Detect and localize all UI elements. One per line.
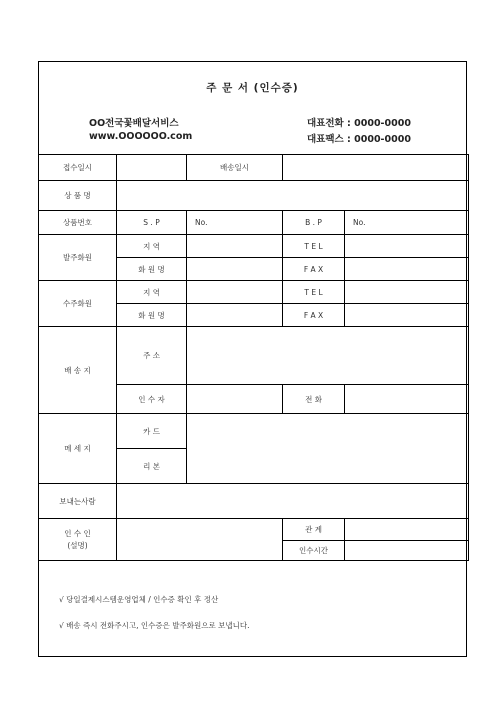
receiver-sign-value[interactable] <box>117 519 283 561</box>
receiving-region-value[interactable] <box>187 281 283 304</box>
ordering-tel-value[interactable] <box>345 235 469 258</box>
ordering-region-label: 지 역 <box>117 235 187 258</box>
receiver-sign-label: 인 수 인 <box>64 528 91 538</box>
received-date-label: 접수일시 <box>39 155 117 181</box>
ribbon-label: 리 본 <box>117 449 187 484</box>
ordering-name-value[interactable] <box>187 258 283 281</box>
company-fax: 대표팩스 : 0000-0000 <box>307 134 411 145</box>
product-name-label: 상 품 명 <box>39 181 117 211</box>
row-card <box>39 414 469 449</box>
relationship-value[interactable] <box>345 519 469 541</box>
company-phone: 대표전화 : 0000-0000 <box>307 118 411 129</box>
document-title: 주 문 서 (인수증) <box>206 82 299 94</box>
receiving-region-label: 지 역 <box>117 281 187 304</box>
note-settlement: √ 당일결제시스템운영업체 / 인수증 확인 후 정산 <box>59 595 219 604</box>
product-name-value[interactable] <box>117 181 469 211</box>
row-product-no <box>39 211 469 235</box>
phone-label: 전 화 <box>283 385 345 414</box>
relationship-label: 관 계 <box>283 519 345 541</box>
sender-value[interactable] <box>117 484 469 519</box>
phone-value[interactable] <box>345 385 469 414</box>
company-website: www.OOOOOO.com <box>89 131 193 142</box>
card-label: 카 드 <box>117 414 187 449</box>
receiving-member-label: 수주화원 <box>39 281 117 327</box>
recipient-value[interactable] <box>187 385 283 414</box>
row-dates <box>39 155 469 181</box>
ordering-name-label: 화 원 명 <box>117 258 187 281</box>
address-value[interactable] <box>187 327 469 385</box>
receiving-fax-value[interactable] <box>345 304 469 327</box>
signature-label: (설명) <box>67 540 88 550</box>
received-date-value[interactable] <box>117 155 187 181</box>
message-label: 메 세 지 <box>39 414 117 484</box>
row-relationship <box>39 519 469 541</box>
sp-no-value[interactable]: No. <box>187 211 283 235</box>
receiving-fax-label: F A X <box>283 304 345 327</box>
receiving-tel-label: T E L <box>283 281 345 304</box>
delivery-date-label: 배송일시 <box>187 155 283 181</box>
message-value[interactable] <box>187 414 469 484</box>
received-time-label: 인수시간 <box>283 541 345 561</box>
row-ordering-region <box>39 235 469 258</box>
order-form-table <box>38 154 469 561</box>
order-form-frame <box>38 61 467 657</box>
bp-label: B . P <box>283 211 345 235</box>
product-no-label: 상품번호 <box>39 211 117 235</box>
receiver-sign-cell <box>39 519 117 561</box>
ordering-member-label: 발주화원 <box>39 235 117 281</box>
received-time-value[interactable] <box>345 541 469 561</box>
receiving-tel-value[interactable] <box>345 281 469 304</box>
ordering-fax-label: F A X <box>283 258 345 281</box>
address-label: 주 소 <box>117 327 187 385</box>
sender-label: 보내는사람 <box>39 484 117 519</box>
delivery-place-label: 배 송 지 <box>39 327 117 414</box>
note-delivery: √ 배송 즉시 전화주시고, 인수증은 발주화원으로 보냅니다. <box>59 621 250 630</box>
bp-no-value[interactable]: No. <box>345 211 469 235</box>
ordering-fax-value[interactable] <box>345 258 469 281</box>
ordering-region-value[interactable] <box>187 235 283 258</box>
delivery-date-value[interactable] <box>283 155 469 181</box>
ordering-tel-label: T E L <box>283 235 345 258</box>
recipient-label: 인 수 자 <box>117 385 187 414</box>
receiving-name-label: 화 원 명 <box>117 304 187 327</box>
row-address <box>39 327 469 385</box>
row-receiving-region <box>39 281 469 304</box>
row-product-name <box>39 181 469 211</box>
company-name: OO전국꽃배달서비스 <box>89 118 179 129</box>
row-sender <box>39 484 469 519</box>
receiving-name-value[interactable] <box>187 304 283 327</box>
sp-label: S . P <box>117 211 187 235</box>
